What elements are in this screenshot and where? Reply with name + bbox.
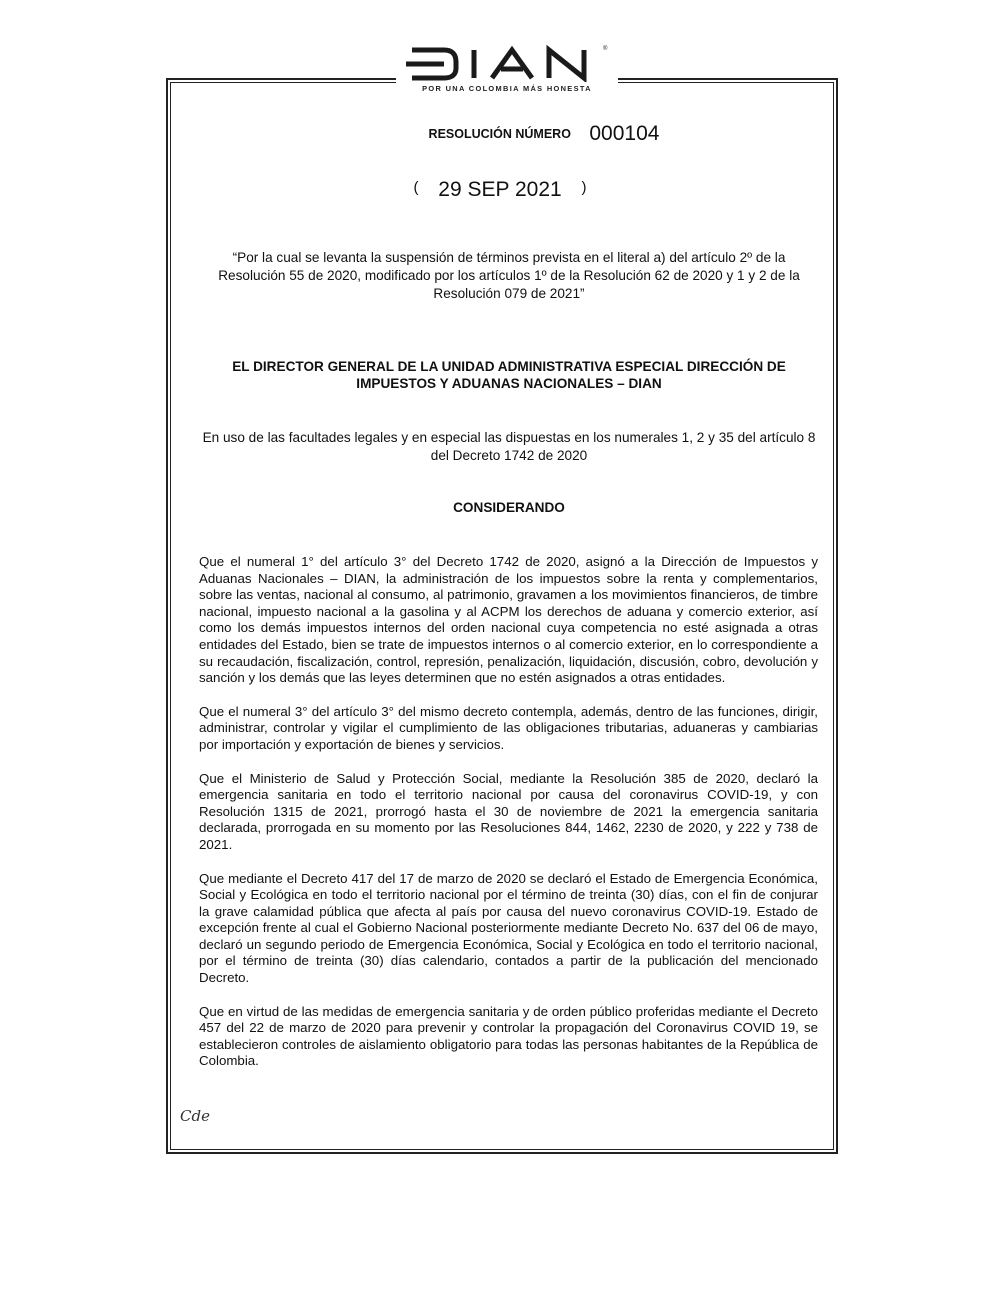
resolution-date: 29 SEP 2021 (438, 178, 562, 201)
date-paren-open: ( (413, 179, 419, 196)
director-heading: EL DIRECTOR GENERAL DE LA UNIDAD ADMINISTRATIVA ESPECIAL DIRECCIÓN DE IMPUESTOS Y ADUANAS NACIONALES – DIAN (232, 359, 786, 391)
considerando-heading: CONSIDERANDO (453, 500, 565, 515)
dian-logo (396, 42, 618, 104)
resolution-label: RESOLUCIÓN NÚMERO (428, 127, 571, 141)
resolution-number: 000104 (589, 122, 660, 145)
paragraph: Que el Ministerio de Salud y Protección Social, mediante la Resolución 385 de 2020, declaró la emergencia sanitaria en todo el territorio nacional por causa del coronavirus COVID-19, y con Resolución 1315 de 2021, prorrogó hasta el 30 de noviembre de 2021 la emergencia sanitaria declarada, prorrogada en su momento por las Resoluciones 844, 1462, 2230 de 2020, y 222 y 738 de 2021. (199, 770, 818, 852)
considerations-body (199, 554, 818, 1087)
svg-text:®: ® (603, 46, 608, 52)
legal-faculties-text: En uso de las facultades legales y en especial las dispuestas en los numerales 1, 2 y 35 del artículo 8 del Decreto 1742 de 2020 (202, 430, 816, 463)
paragraph: Que el numeral 1° del artículo 3° del Decreto 1742 de 2020, asignó a la Dirección de Impuestos y Aduanas Nacionales – DIAN, la administración de los impuestos sobre la renta y complementarios, sobre las ventas, nacional al consumo, al patrimonio, gravamen a los movimientos financieros, de timbre nacional, impuesto nacional a la gasolina y al ACPM los derechos de aduana y comercio exterior, así como los demás impuestos internos del orden nacional cuya competencia no esté asignada a otras entidades del Estado, bien se trate de impuestos internos o al comercio exterior, en lo correspondiente a su recaudación, fiscalización, control, represión, penalización, liquidación, discusión, cobro, devolución y sanción y los demás que las leyes determinen que no estén asignados a otras entidades. (199, 554, 818, 686)
dian-logo-mark (404, 42, 610, 82)
logo-tagline: POR UNA COLOMBIA MÁS HONESTA (422, 84, 592, 93)
paragraph: Que en virtud de las medidas de emergencia sanitaria y de orden público proferidas mediante el Decreto 457 del 22 de marzo de 2020 para prevenir y controlar la propagación del Coronavirus COVID 19, se establecieron controles de aislamiento obligatorio para todas las personas habitantes de la República de Colombia. (199, 1003, 818, 1069)
date-paren-close: ) (581, 179, 587, 196)
resolution-date-line (0, 178, 1000, 202)
resolution-line (0, 122, 1000, 146)
handwritten-initials: Cde (180, 1107, 210, 1125)
paragraph: Que mediante el Decreto 417 del 17 de marzo de 2020 se declaró el Estado de Emergencia Económica, Social y Ecológica en todo el territorio nacional por el término de treinta (30) días, con el fin de conjurar la grave calamidad pública que afecta al país por causa del nuevo coronavirus COVID-19. Estado de excepción frente al cual el Gobierno Nacional posteriormente mediante Decreto No. 637 del 06 de mayo, declaró un segundo periodo de Emergencia Económica, Social y Ecológica en todo el territorio nacional, por el término de treinta (30) días calendario, contados a partir de la publicación del mencionado Decreto. (199, 870, 818, 986)
paragraph: Que el numeral 3° del artículo 3° del mismo decreto contempla, además, dentro de las funciones, dirigir, administrar, controlar y vigilar el cumplimiento de las obligaciones tributarias, aduaneras y cambiarias por importación y exportación de bienes y servicios. (199, 703, 818, 752)
resolution-title: “Por la cual se levanta la suspensión de términos prevista en el literal a) del artículo 2º de la Resolución 55 de 2020, modificado por los artículos 1º de la Resolución 62 de 2020 y 1 y 2 de la Resolución 079 de 2021” (218, 250, 800, 301)
